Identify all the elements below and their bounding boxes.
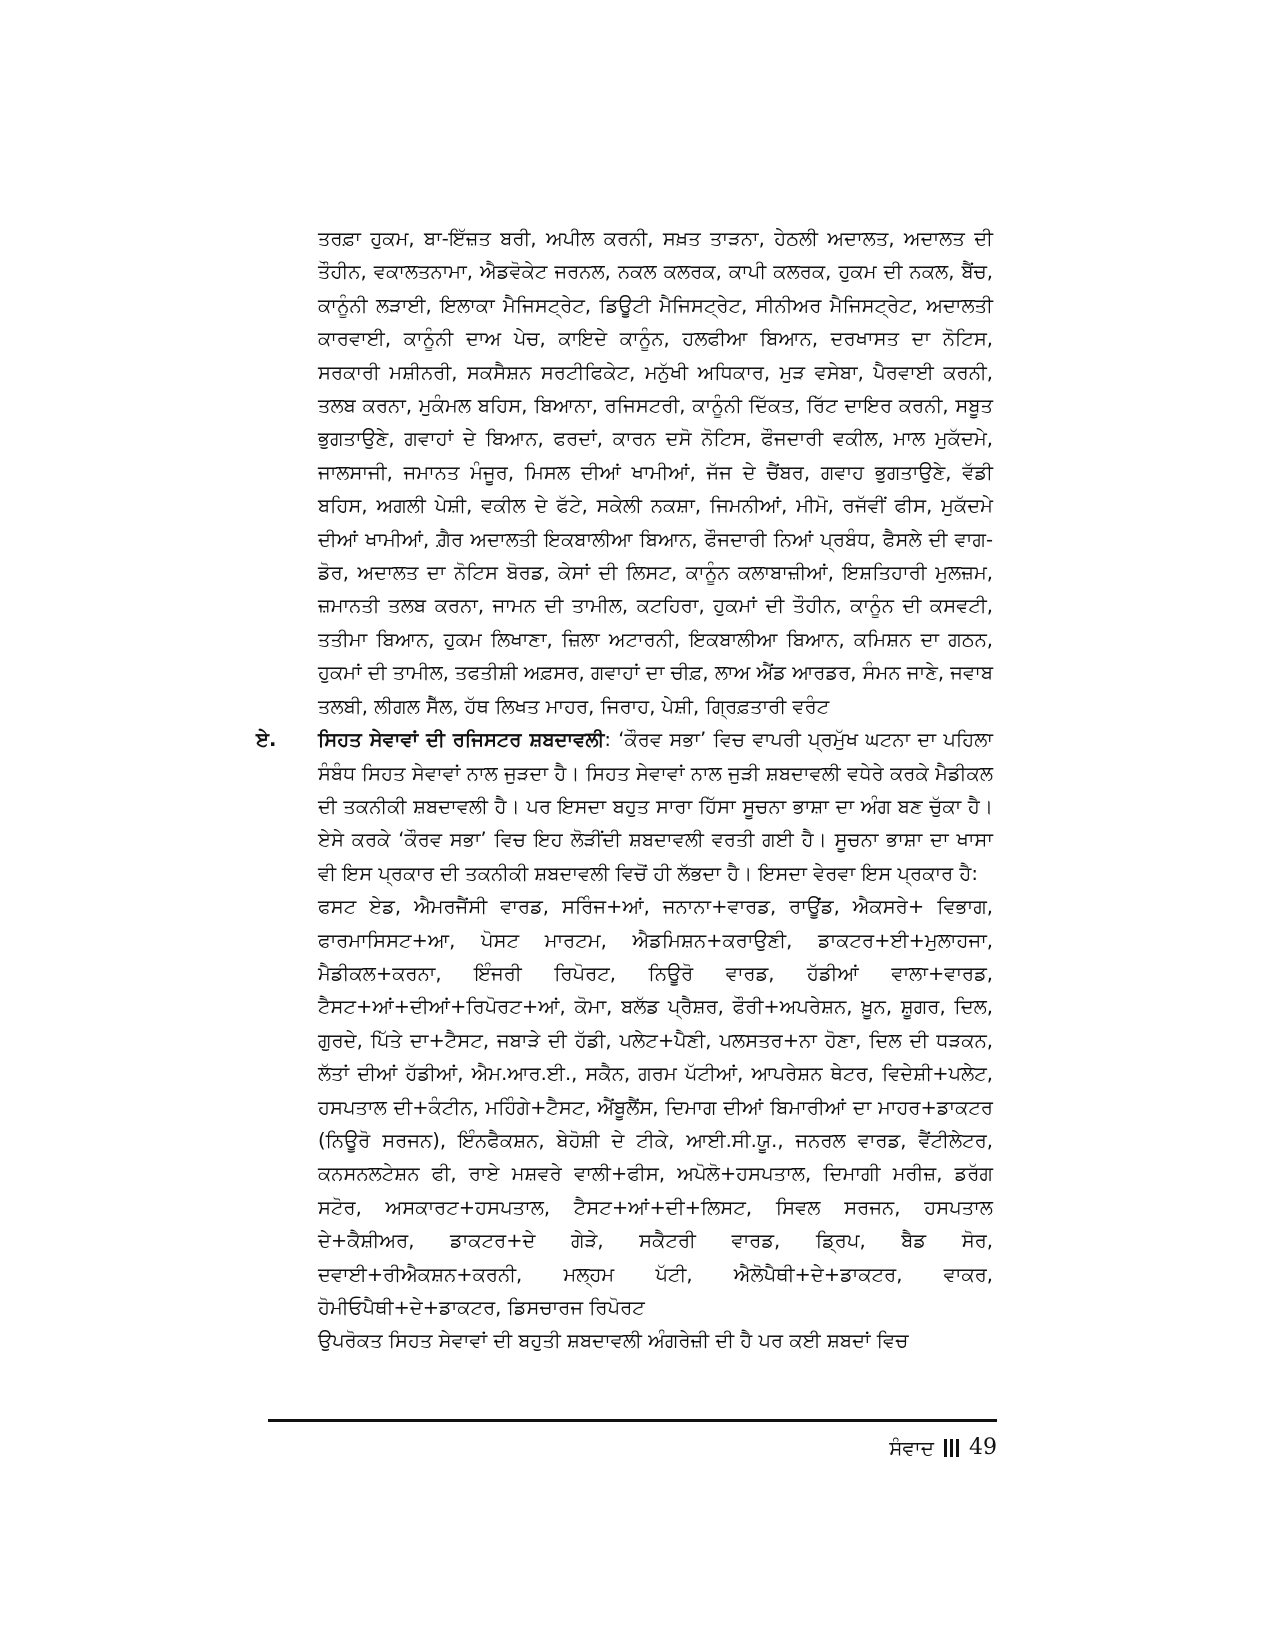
divider-bars-icon xyxy=(944,1439,959,1457)
section-heading: ਸਿਹਤ ਸੇਵਾਵਾਂ ਦੀ ਰਜਿਸਟਰ ਸ਼ਬਦਾਵਲੀ xyxy=(318,728,605,752)
closing-paragraph: ਉਪਰੋਕਤ ਸਿਹਤ ਸੇਵਾਵਾਂ ਦੀ ਬਹੁਤੀ ਸ਼ਬਦਾਵਲੀ ਅੰਗਰੇਜ਼ੀ ਦੀ ਹੈ ਪਰ ਕਈ ਸ਼ਬਦਾਂ ਵਿਚ xyxy=(318,1329,909,1353)
legal-terms-paragraph: ਤਰਫ਼ਾ ਹੁਕਮ, ਬਾ-ਇੱਜ਼ਤ ਬਰੀ, ਅਪੀਲ ਕਰਨੀ, ਸਖ਼ਤ ਤਾੜਨਾ, ਹੇਠਲੀ ਅਦਾਲਤ, ਅਦਾਲਤ ਦੀ ਤੌਹੀਨ, ਵਕਾਲਤਨਾਮਾ, ਐਡਵੋਕੇਟ ਜਰਨਲ, ਨਕਲ ਕਲਰਕ, ਕਾਪੀ ਕਲਰਕ, ਹੁਕਮ ਦੀ ਨਕਲ, ਬੈਂਚ, ਕਾਨੂੰਨੀ ਲੜਾਈ, ਇਲਾਕਾ ਮੈਜਿਸਟ੍ਰੇਟ, ਡਿਊਟੀ ਮੈਜਿਸਟ੍ਰੇਟ, ਸੀਨੀਅਰ ਮੈਜਿਸਟ੍ਰੇਟ, ਅਦਾਲਤੀ ਕਾਰਵਾਈ, ਕਾਨੂੰਨੀ ਦਾਅ ਪੇਚ, ਕਾਇਦੇ ਕਾਨੂੰਨ, ਹਲਫੀਆ ਬਿਆਨ, ਦਰਖਾਸਤ ਦਾ ਨੋਟਿਸ, ਸਰਕਾਰੀ ਮਸ਼ੀਨਰੀ, ਸਕਸੈਸ਼ਨ ਸਰਟੀਫਿਕੇਟ, ਮਨੁੱਖੀ ਅਧਿਕਾਰ, ਮੁੜ ਵਸੇਬਾ, ਪੈਰਵਾਈ ਕਰਨੀ, ਤਲਬ ਕਰਨਾ, ਮੁਕੰਮਲ ਬਹਿਸ, ਬਿਆਨਾ, ਰਜਿਸਟਰੀ, ਕਾਨੂੰਨੀ ਦਿੱਕਤ, ਰਿੱਟ ਦਾਇਰ ਕਰਨੀ, ਸਬੂਤ ਭੁਗਤਾਉਣੇ, ਗਵਾਹਾਂ ਦੇ ਬਿਆਨ, ਫਰਦਾਂ, ਕਾਰਨ ਦਸੋ ਨੋਟਿਸ, ਫੌਜਦਾਰੀ ਵਕੀਲ, ਮਾਲ ਮੁਕੱਦਮੇ, ਜਾਲਸਾਜੀ, ਜਮਾਨਤ ਮੰਜੂਰ, ਮਿਸਲ ਦੀਆਂ ਖਾਮੀਆਂ, ਜੱਜ ਦੇ ਚੈਂਬਰ, ਗਵਾਹ ਭੁਗਤਾਉਣੇ, ਵੱਡੀ ਬਹਿਸ, ਅਗਲੀ ਪੇਸ਼ੀ, ਵਕੀਲ ਦੇ ਫੱਟੇ, ਸਕੇਲੀ ਨਕਸ਼ਾ, ਜਿਮਨੀਆਂ, ਮੀਮੋ, ਰਜੱਵੀਂ ਫੀਸ, ਮੁਕੱਦਮੇ ਦੀਆਂ ਖਾਮੀਆਂ, ਗ਼ੈਰ ਅਦਾਲਤੀ ਇਕਬਾਲੀਆ ਬਿਆਨ, ਫੌਜਦਾਰੀ ਨਿਆਂ ਪ੍ਰਬੰਧ, ਫੈਸਲੇ ਦੀ ਵਾਗ-ਡੋਰ, ਅਦਾਲਤ ਦਾ ਨੋਟਿਸ ਬੋਰਡ, ਕੇਸਾਂ ਦੀ ਲਿਸਟ, ਕਾਨੂੰਨ ਕਲਾਬਾਜ਼ੀਆਂ, ਇਸ਼ਤਿਹਾਰੀ ਮੁਲਜ਼ਮ, ਜ਼ਮਾਨਤੀ ਤਲਬ ਕਰਨਾ, ਜਾਮਨ ਦੀ ਤਾਮੀਲ, ਕਟਹਿਰਾ, ਹੁਕਮਾਂ ਦੀ ਤੌਹੀਨ, ਕਾਨੂੰਨ ਦੀ ਕਸਵਟੀ, ਤਤੀਮਾ ਬਿਆਨ, ਹੁਕਮ ਲਿਖਾਣਾ, ਜ਼ਿਲਾ ਅਟਾਰਨੀ, ਇਕਬਾਲੀਆ ਬਿਆਨ, ਕਮਿਸ਼ਨ ਦਾ ਗਠਨ, ਹੁਕਮਾਂ ਦੀ ਤਾਮੀਲ, ਤਫਤੀਸ਼ੀ ਅਫ਼ਸਰ, ਗਵਾਹਾਂ ਦਾ ਚੀਫ਼, ਲਾਅ ਐਂਡ ਆਰਡਰ, ਸੰਮਨ ਜਾਣੇ, ਜਵਾਬ ਤਲਬੀ, ਲੀਗਲ ਸੈੱਲ, ਹੱਥ ਲਿਖਤ ਮਾਹਰ, ਜਿਰਾਹ, ਪੇਸ਼ੀ, ਗ੍ਰਿਫ਼ਤਾਰੀ ਵਰੰਟ xyxy=(318,227,993,718)
section-intro xyxy=(318,723,993,890)
footer-rule xyxy=(268,1419,997,1422)
section-intro-text: : ‘ਕੌਰਵ ਸਭਾ’ ਵਿਚ ਵਾਪਰੀ ਪ੍ਰਮੁੱਖ ਘਟਨਾ ਦਾ ਪਹਿਲਾ ਸੰਬੰਧ ਸਿਹਤ ਸੇਵਾਵਾਂ ਨਾਲ ਜੁੜਦਾ ਹੈ। ਸਿਹਤ ਸੇਵਾਵਾਂ ਨਾਲ ਜੁੜੀ ਸ਼ਬਦਾਵਲੀ ਵਧੇਰੇ ਕਰਕੇ ਮੈਡੀਕਲ ਦੀ ਤਕਨੀਕੀ ਸ਼ਬਦਾਵਲੀ ਹੈ। ਪਰ ਇਸਦਾ ਬਹੁਤ ਸਾਰਾ ਹਿੱਸਾ ਸੂਚਨਾ ਭਾਸ਼ਾ ਦਾ ਅੰਗ ਬਣ ਚੁੱਕਾ ਹੈ। ਏਸੇ ਕਰਕੇ ‘ਕੌਰਵ ਸਭਾ’ ਵਿਚ ਇਹ ਲੋੜੀਂਦੀ ਸ਼ਬਦਾਵਲੀ ਵਰਤੀ ਗਈ ਹੈ। ਸੂਚਨਾ ਭਾਸ਼ਾ ਦਾ ਖਾਸਾ ਵੀ ਇਸ ਪ੍ਰਕਾਰ ਦੀ ਤਕਨੀਕੀ ਸ਼ਬਦਾਵਲੀ ਵਿਚੋਂ ਹੀ ਲੱਭਦਾ ਹੈ। ਇਸਦਾ ਵੇਰਵਾ ਇਸ ਪ੍ਰਕਾਰ ਹੈ: xyxy=(318,728,993,885)
main-text xyxy=(256,222,993,1358)
health-terms-paragraph: ਫਸਟ ਏਡ, ਐਮਰਜੈਂਸੀ ਵਾਰਡ, ਸਰਿੰਜ+ਆਂ, ਜਨਾਨਾ+ਵਾਰਡ, ਰਾਊਂਡ, ਐਕਸਰੇ+ ਵਿਭਾਗ, ਫਾਰਮਾਸਿਸਟ+ਆ, ਪੋਸਟ ਮਾਰਟਮ, ਐਡਮਿਸ਼ਨ+ਕਰਾਉਣੀ, ਡਾਕਟਰ+ਈ+ਮੁਲਾਹਜਾ, ਮੈਡੀਕਲ+ਕਰਨਾ, ਇੰਜਰੀ ਰਿਪੋਰਟ, ਨਿਊਰੋ ਵਾਰਡ, ਹੱਡੀਆਂ ਵਾਲਾ+ਵਾਰਡ, ਟੈਸਟ+ਆਂ+ਦੀਆਂ+ਰਿਪੋਰਟ+ਆਂ, ਕੋਮਾ, ਬਲੱਡ ਪ੍ਰੈਸ਼ਰ, ਫੌਰੀ+ਅਪਰੇਸ਼ਨ, ਖ਼ੂਨ, ਸ਼ੂਗਰ, ਦਿਲ, ਗੁਰਦੇ, ਪਿੱਤੇ ਦਾ+ਟੈਸਟ, ਜਬਾੜੇ ਦੀ ਹੱਡੀ, ਪਲੇਟ+ਪੈਣੀ, ਪਲਸਤਰ+ਨਾ ਹੋਣਾ, ਦਿਲ ਦੀ ਧੜਕਨ, ਲੱਤਾਂ ਦੀਆਂ ਹੱਡੀਆਂ, ਐਮ.ਆਰ.ਈ., ਸਕੈਨ, ਗਰਮ ਪੱਟੀਆਂ, ਆਪਰੇਸ਼ਨ ਥੇਟਰ, ਵਿਦੇਸ਼ੀ+ਪਲੇਟ, ਹਸਪਤਾਲ ਦੀ+ਕੰਟੀਨ, ਮਹਿੰਗੇ+ਟੈਸਟ, ਐਂਬੂਲੈਂਸ, ਦਿਮਾਗ ਦੀਆਂ ਬਿਮਾਰੀਆਂ ਦਾ ਮਾਹਰ+ਡਾਕਟਰ (ਨਿਊਰੋ ਸਰਜਨ), ਇੰਨਫੈਕਸ਼ਨ, ਬੇਹੋਸ਼ੀ ਦੇ ਟੀਕੇ, ਆਈ.ਸੀ.ਯੂ., ਜਨਰਲ ਵਾਰਡ, ਵੈਂਟੀਲੇਟਰ, ਕਨਸਨਲਟੇਸ਼ਨ ਫੀ, ਰਾਏ ਮਸ਼ਵਰੇ ਵਾਲੀ+ਫੀਸ, ਅਪੋਲੋ+ਹਸਪਤਾਲ, ਦਿਮਾਗੀ ਮਰੀਜ਼, ਡਰੱਗ ਸਟੋਰ, ਅਸਕਾਰਟ+ਹਸਪਤਾਲ, ਟੈਸਟ+ਆਂ+ਦੀ+ਲਿਸਟ, ਸਿਵਲ ਸਰਜਨ, ਹਸਪਤਾਲ ਦੇ+ਕੈਸ਼ੀਅਰ, ਡਾਕਟਰ+ਦੇ ਗੇੜੇ, ਸਕੈਟਰੀ ਵਾਰਡ, ਡ੍ਰਿਪ, ਬੈਡ ਸੋਰ, ਦਵਾਈ+ਰੀਐਕਸ਼ਨ+ਕਰਨੀ, ਮਲ੍ਹਮ ਪੱਟੀ, ਐਲੋਪੈਥੀ+ਦੇ+ਡਾਕਟਰ, ਵਾਕਰ, ਹੋਮੀਓਪੈਥੀ+ਦੇ+ਡਾਕਟਰ, ਡਿਸਚਾਰਜ ਰਿਪੋਰਟ xyxy=(318,895,993,1319)
health-services-section xyxy=(256,723,993,1358)
section-marker: ਏ. xyxy=(256,728,277,752)
page-number: 49 xyxy=(969,1435,997,1460)
page-footer xyxy=(889,1435,997,1460)
journal-name: ਸੰਵਾਦ xyxy=(889,1435,934,1460)
